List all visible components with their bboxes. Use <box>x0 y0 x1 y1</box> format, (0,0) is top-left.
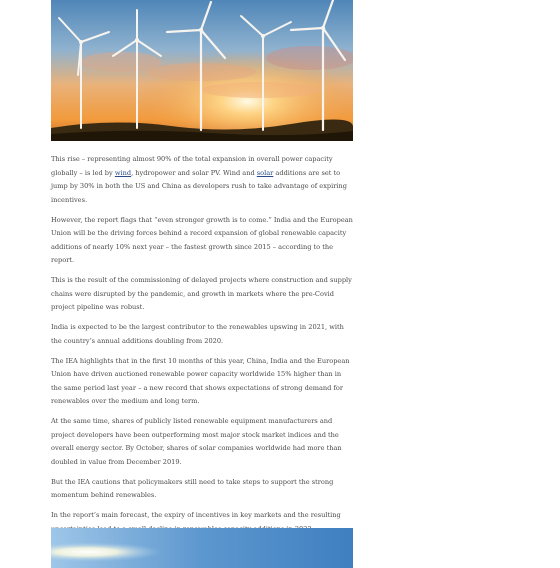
article <box>51 0 353 536</box>
article-paragraph-3: This is the result of the commissioning of delayed projects where construction and supply chains were disrupted by the pandemic, and growth in markets where the pre-Covid project pipeline was robust. <box>51 276 352 311</box>
paragraph-1-text-middle: , hydropower and solar PV. Wind and <box>131 168 257 177</box>
solar-link[interactable]: solar <box>256 168 274 177</box>
hero-image-wind-turbines <box>51 0 353 141</box>
paragraph-1-text-start: This rise – representing almost 90% of the total expansion in overall power capacity globally – is led by <box>51 155 333 177</box>
article-paragraph-7: But the IEA cautions that policymakers still need to take steps to support the strong momentum behind renewables. <box>51 477 334 499</box>
solar-sky-image <box>51 528 353 568</box>
article-paragraph-4: India is expected to be the largest contributor to the renewables upswing in 2021, with the country’s annual additions doubling from 2020. <box>51 323 344 345</box>
article-paragraph-8: In the report’s main forecast, the expiry of incentives in key markets and the resulting <box>51 511 341 519</box>
paragraph-1-text-end: additions are set to jump by 30% in both the US and China as developers rush to take advantage of expiring incentives. <box>51 168 347 204</box>
article-paragraph-5: The IEA highlights that in the first 10 months of this year, China, India and the European Union have driven auctioned renewable power capacity worldwide 15% higher than in the same period last year – a new record that shows expectations of strong demand for renewables over the medium and long term. <box>51 356 350 405</box>
wind-link[interactable]: wind <box>114 168 132 177</box>
article-paragraph-6: At the same time, shares of publicly listed renewable equipment manufacturers and project developers have been outperforming most major stock market indices and the overall energy sector. By October, shares of solar companies worldwide had more than doubled in value from December 2019. <box>51 417 342 466</box>
article-paragraph-2: However, the report flags that “even stronger growth is to come.” India and the European Union will be the driving forces behind a record expansion of global renewable capacity additions of nearly 10% next year – the fastest growth since 2015 – according to the report. <box>51 215 353 264</box>
article-paragraph-1 <box>51 153 353 207</box>
